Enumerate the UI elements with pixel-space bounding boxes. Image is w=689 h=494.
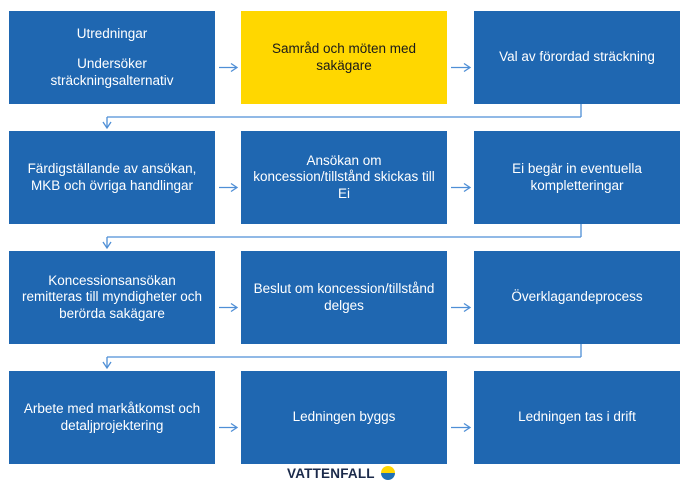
step-9-line-1: Överklagandeprocess — [511, 289, 643, 305]
logo-text: VATTENFALL — [287, 465, 375, 481]
step-8-line-2: delges — [324, 297, 364, 313]
step-7-line-1: Koncessionsansökan — [48, 273, 176, 289]
step-3-line-1: Val av förordad sträckning — [499, 49, 655, 65]
step-7-line-2: remitteras till myndigheter och — [21, 289, 203, 305]
step-7-line-3: berörda sakägare — [59, 305, 165, 321]
step-1-line-3: sträckningsalternativ — [50, 72, 174, 88]
step-6-line-1: Ei begär in eventuella — [512, 161, 642, 177]
step-1-line-1: Utredningar — [76, 26, 148, 42]
step-5-line-2: koncession/tillstånd skickas till — [253, 169, 435, 185]
step-5-line-3: Ei — [337, 185, 350, 201]
step-6-line-2: kompletteringar — [530, 177, 624, 193]
step-8-line-1: Beslut om koncession/tillstånd — [253, 281, 435, 297]
step-2-line-2: sakägare — [316, 57, 372, 73]
logo-sun-icon — [380, 465, 396, 481]
step-10-line-2: detaljprojektering — [60, 417, 164, 433]
step-4-line-2: MKB och övriga handlingar — [30, 177, 194, 193]
step-1-line-2: Undersöker — [77, 56, 147, 72]
step-11-line-1: Ledningen byggs — [292, 409, 396, 425]
step-12-line-1: Ledningen tas i drift — [518, 409, 636, 425]
step-5-line-1: Ansökan om — [306, 153, 382, 169]
step-10-line-1: Arbete med markåtkomst och — [23, 401, 201, 417]
vattenfall-logo — [287, 465, 396, 481]
step-2-line-1: Samråd och möten med — [271, 41, 417, 57]
step-4-line-1: Färdigställande av ansökan, — [27, 161, 197, 177]
